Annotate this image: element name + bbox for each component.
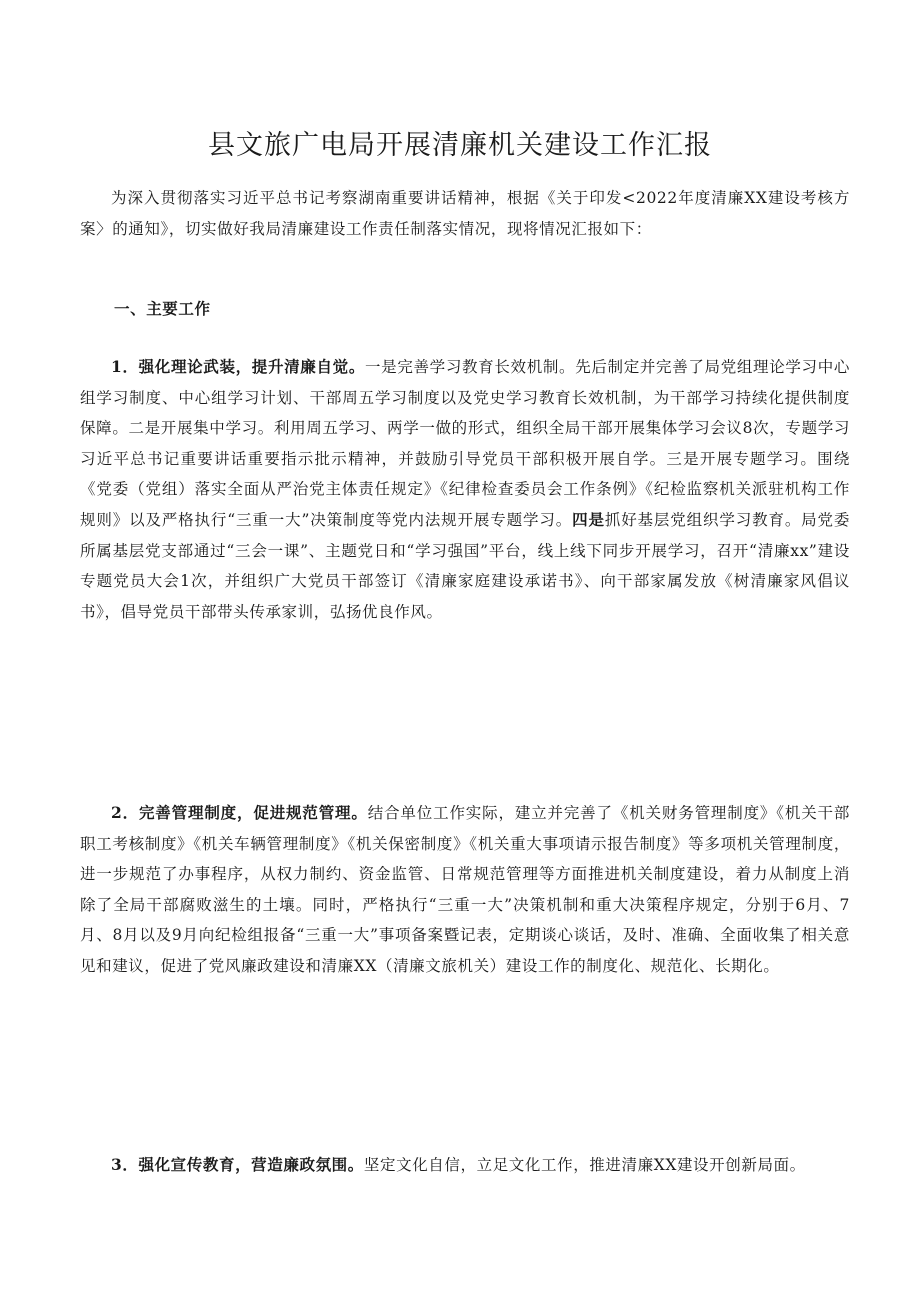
document-title: 县文旅广电局开展清廉机关建设工作汇报 — [208, 130, 712, 161]
item-2-lead: 2．完善管理制度，促进规范管理。 — [111, 803, 368, 822]
item-1-paragraph — [80, 352, 850, 627]
item-2-paragraph — [80, 798, 850, 982]
item-1-body-a: 一是完善学习教育长效机制。先后制定并完善了局党组理论学习中心组学习制度、中心组学习计划、干部周五学习制度以及党史学习教育长效机制，为干部学习持续化提供制度保障。二是开展集中学习。利用周五学习、两学一做的形式，组织全局干部开展集体学习会议8次，专题学习习近平总书记重要讲话重要指示批示精神，并鼓励引导党员干部积极开展自学。三是开展专题学习。围绕《党委（党组）落实全面从严治党主体责任规定》《纪律检查委员会工作条例》《纪检监察机关派驻机构工作规则》以及严格执行“三重一大”决策制度等党内法规开展专题学习。 — [80, 358, 850, 529]
intro-paragraph: 为深入贯彻落实习近平总书记考察湖南重要讲话精神，根据《关于印发<2022年度清廉XX建设考核方案〉的通知》，切实做好我局清廉建设工作责任制落实情况，现将情况汇报如下： — [80, 189, 850, 238]
item-1-body-b: 抓好基层党组织学习教育。局党委所属基层党支部通过“三会一课”、主题党日和“学习强国”平台，线上线下同步开展学习，召开“清廉xx”建设专题党员大会1次，并组织广大党员干部签订《清廉家庭建设承诺书》、向干部家属发放《树清廉家风倡议书》，倡导党员干部带头传承家训，弘扬优良作风。 — [80, 510, 851, 621]
item-3-paragraph — [80, 1150, 850, 1181]
item-3-body: 坚定文化自信，立足文化工作，推进清廉XX建设开创新局面。 — [363, 1156, 806, 1174]
item-1-bold-mark: 四是 — [572, 509, 605, 529]
item-2-body: 结合单位工作实际，建立并完善了《机关财务管理制度》《机关干部职工考核制度》《机关车辆管理制度》《机关保密制度》《机关重大事项请示报告制度》等多项机关管理制度，进一步规范了办事程序，从权力制约、资金监管、日常规范管理等方面推进机关制度建设，着力从制度上消除了全局干部腐败滋生的土壤。同时，严格执行“三重一大”决策机制和重大决策程序规定，分别于6月、7月、8月以及9月向纪检组报备“三重一大”事项备案暨记表，定期谈心谈话，及时、准确、全面收集了相关意见和建议，促进了党风廉政建设和清廉XX（清廉文旅机关）建设工作的制度化、规范化、长期化。 — [80, 804, 850, 975]
item-3-lead: 3．强化宣传教育，营造廉政氛围。 — [111, 1155, 364, 1174]
section-heading-main-work: 一、主要工作 — [114, 299, 211, 318]
item-1-lead: 1．强化理论武装，提升清廉自觉。 — [111, 357, 365, 376]
